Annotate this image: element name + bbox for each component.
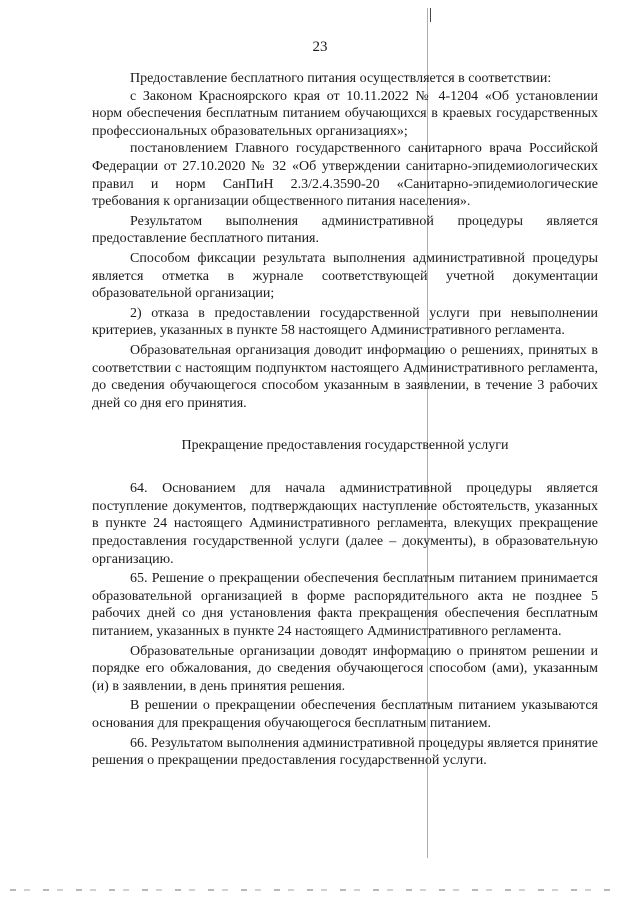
scan-artifact-bottom	[10, 889, 610, 891]
paragraph: Способом фиксации результата выполнения административной процедуры является отметка в журнале соответствующей учетной документации образовательной организации;	[92, 250, 598, 302]
paragraph: 66. Результатом выполнения административной процедуры является принятие решения о прекращении предоставления государственной услуги.	[92, 735, 599, 769]
paragraph: с Законом Красноярского края от 10.11.2022 № 4-1204 «Об установлении норм обеспечения бесплатным питанием обучающихся в краевых государственных профессиональных образовательных организациях»;	[92, 88, 598, 139]
paragraph: Образовательные организации доводят информацию о принятом решении и порядке его обжалования, до сведения обучающегося способом (ами), указанным (и) в заявлении, в день принятия решения.	[92, 643, 598, 694]
page-number: 23	[312, 39, 328, 55]
paragraph: 64. Основанием для начала административной процедуры является поступление документов, подтверждающих наступление обстоятельств, указанных в пункте 24 настоящего Административного регламента, влекущих прекращение предоставления государственной услуги (далее – документы), в образовательную организацию.	[92, 481, 598, 567]
paragraph: Предоставление бесплатного питания осуществляется в соответствии:	[130, 71, 552, 86]
paragraph: Результатом выполнения административной процедуры является предоставление бесплатного питания.	[92, 213, 598, 247]
scan-artifact-mark	[430, 8, 431, 22]
document-body	[92, 70, 598, 770]
paragraph: Образовательная организация доводит информацию о решениях, принятых в соответствии с настоящим подпунктом настоящего Административного регламента, до сведения обучающегося способом указанным в заявлении, в течение 3 рабочих дней со дня его принятия.	[92, 342, 598, 411]
section-title: Прекращение предоставления государственной услуги	[181, 438, 509, 454]
paragraph: постановлением Главного государственного санитарного врача Российской Федерации от 27.10.2020 № 32 «Об утверждении санитарно-эпидемиологических правил и норм СанПиН 2.3/2.4.3590-20 «Санитарно-эпидемиологические требования к организации общественного питания населения».	[92, 141, 598, 210]
paragraph: 65. Решение о прекращении обеспечения бесплатным питанием принимается образовательной организацией в форме распорядительного акта не позднее 5 рабочих дней со дня установления факта прекращения обеспечения бесплатным питанием, указанных в пункте 24 настоящего Административного регламента.	[92, 571, 598, 640]
paragraph: В решении о прекращении обеспечения бесплатным питанием указываются основания для прекращения обучающегося бесплатным питанием.	[92, 698, 598, 731]
paragraph: 2) отказа в предоставлении государственной услуги при невыполнении критериев, указанных в пункте 58 настоящего Административного регламента.	[92, 305, 598, 339]
